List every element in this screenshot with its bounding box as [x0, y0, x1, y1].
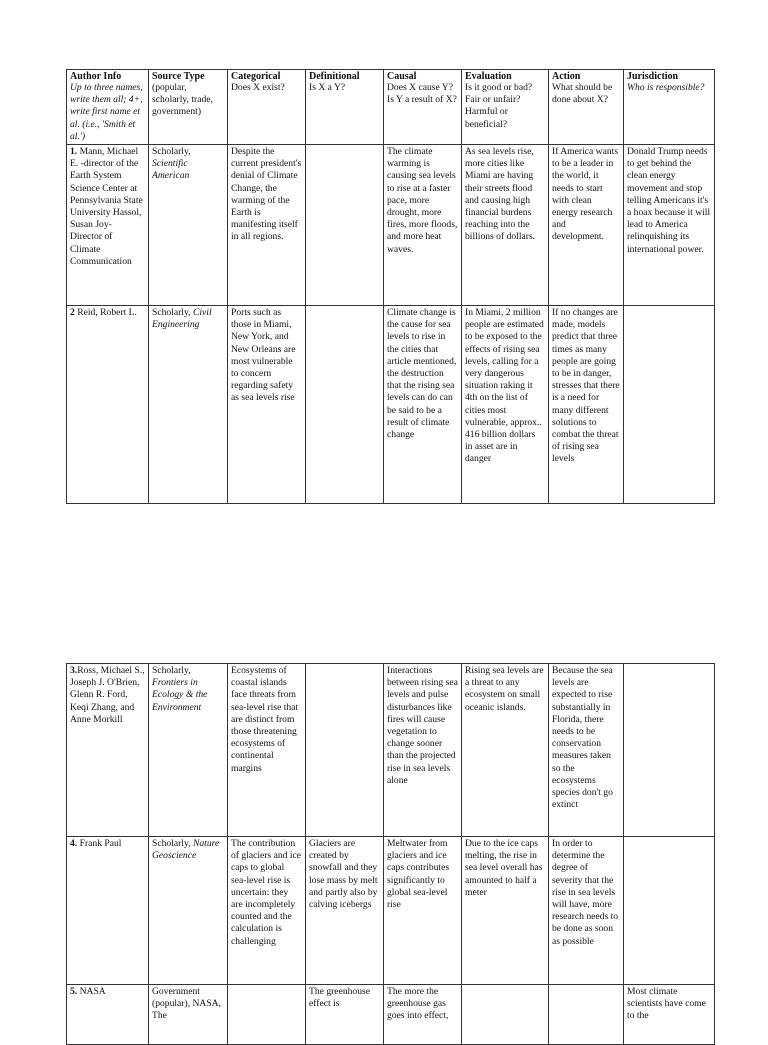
causal-cell: Climate change is the cause for sea levels to rise in the cities that article mentioned, the destruction that the rising sea levels can do can be said to be a result of climate change — [384, 306, 462, 504]
table-row — [67, 306, 715, 504]
source-cell: Scholarly, Frontiers in Ecology & the Environment — [149, 664, 228, 837]
jurisdiction-cell — [624, 664, 715, 837]
action-cell: In order to determine the degree of severity that the rise in sea levels will have, more research needs to be done as soon as possible — [549, 837, 624, 985]
definitional-cell: Glaciers are created by snowfall and they lose mass by melt and partly also by calving icebergs — [306, 837, 384, 985]
evaluation-cell: Due to the ice caps melting, the rise in sea level overall has amounted to half a meter — [462, 837, 549, 985]
table-row — [67, 664, 715, 837]
header-causal: Causal Does X cause Y? Is Y a result of X? — [384, 70, 462, 145]
action-cell: If America wants to be a leader in the world, it needs to start with clean energy research and development. — [549, 145, 624, 306]
table-row — [67, 985, 715, 1045]
author-cell: 2 Reid, Robert L. — [67, 306, 149, 504]
claims-table-page-1 — [66, 69, 715, 504]
table-row — [67, 837, 715, 985]
causal-cell: Meltwater from glaciers and ice caps contributes significantly to global sea-level rise — [384, 837, 462, 985]
source-cell: Scholarly, Scientific American — [149, 145, 228, 306]
evaluation-cell — [462, 985, 549, 1045]
source-cell: Scholarly, Civil Engineering — [149, 306, 228, 504]
definitional-cell: The greenhouse effect is — [306, 985, 384, 1045]
author-cell: 3.Ross, Michael S., Joseph J. O'Brien, Glenn R. Ford, Keqi Zhang, and Anne Morkill — [67, 664, 149, 837]
table-row — [67, 145, 715, 306]
categorical-cell: Ports such as those in Miami, New York, and New Orleans are most vulnerable to concern regarding safety as sea levels rise — [228, 306, 306, 504]
header-definitional: Definitional Is X a Y? — [306, 70, 384, 145]
categorical-cell: Ecosystems of coastal islands face threats from sea-level rise that are distinct from those threatening ecosystems of continental margins — [228, 664, 306, 837]
evaluation-cell: As sea levels rise, more cities like Miami are having their streets flood and causing high financial burdens reaching into the billions of dollars. — [462, 145, 549, 306]
action-cell — [549, 985, 624, 1045]
definitional-cell — [306, 664, 384, 837]
author-cell: 5. NASA — [67, 985, 149, 1045]
action-cell: If no changes are made, models predict that three times as many people are going to be in danger, stresses that there is a need for many different solutions to combat the threat of rising sea levels — [549, 306, 624, 504]
causal-cell: The climate warming is causing sea levels to rise at a faster pace, more drought, more fires, more floods, and more heat waves. — [384, 145, 462, 306]
header-source-type: Source Type (popular, scholarly, trade, government) — [149, 70, 228, 145]
evaluation-cell: In Miami, 2 million people are estimated to be exposed to the effects of rising sea levels, calling for a very dangerous situation raking it 4th on the list of cities most vulnerable, approx.. 416 billion dollars in asset are in danger — [462, 306, 549, 504]
jurisdiction-cell: Most climate scientists have come to the — [624, 985, 715, 1045]
header-row — [67, 70, 715, 145]
header-categorical: Categorical Does X exist? — [228, 70, 306, 145]
source-cell: Government (popular), NASA, The — [149, 985, 228, 1045]
claims-table-page-2 — [66, 663, 715, 1045]
header-jurisdiction: Jurisdiction Who is responsible? — [624, 70, 715, 145]
definitional-cell — [306, 306, 384, 504]
jurisdiction-cell: Donald Trump needs to get behind the clean energy movement and stop telling Americans it's a hoax because it will lead to America relinquishing its international power. — [624, 145, 715, 306]
evaluation-cell: Rising sea levels are a threat to any ecosystem on small oceanic islands. — [462, 664, 549, 837]
header-author-info: Author Info Up to three names, write them all; 4+, write first name et al. (i.e., 'Smith et al.') — [67, 70, 149, 145]
header-evaluation: Evaluation Is it good or bad? Fair or unfair? Harmful or beneficial? — [462, 70, 549, 145]
author-cell: 1. Mann, Michael E. -director of the Earth System Science Center at Pennsylvania State University Hassol, Susan Joy- Director of Climate Communication — [67, 145, 149, 306]
causal-cell: The more the greenhouse gas goes into effect, — [384, 985, 462, 1045]
categorical-cell: The contribution of glaciers and ice caps to global sea-level rise is uncertain: they are incompletely counted and the calculation is challenging — [228, 837, 306, 985]
definitional-cell — [306, 145, 384, 306]
causal-cell: Interactions between rising sea levels and pulse disturbances like fires will cause vegetation to change sooner than the projected rise in sea levels alone — [384, 664, 462, 837]
jurisdiction-cell — [624, 837, 715, 985]
header-action: Action What should be done about X? — [549, 70, 624, 145]
jurisdiction-cell — [624, 306, 715, 504]
categorical-cell: Despite the current president's denial of Climate Change, the warming of the Earth is manifesting itself in all regions. — [228, 145, 306, 306]
action-cell: Because the sea levels are expected to rise substantially in Florida, there needs to be conservation measures taken so the ecosystems species don't go extinct — [549, 664, 624, 837]
author-cell: 4. Frank Paul — [67, 837, 149, 985]
categorical-cell — [228, 985, 306, 1045]
source-cell: Scholarly, Nature Geoscience — [149, 837, 228, 985]
